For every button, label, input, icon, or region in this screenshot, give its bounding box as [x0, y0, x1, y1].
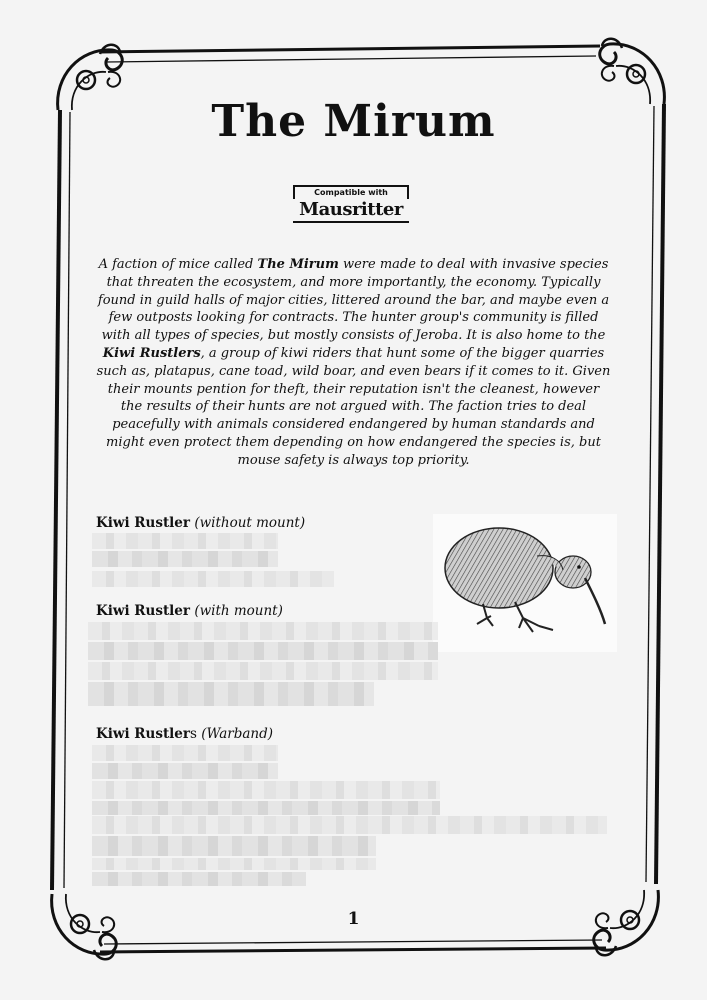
section-name: Kiwi Rustler: [96, 515, 191, 531]
redacted-block: [88, 662, 438, 680]
redacted-block: [92, 551, 278, 567]
redacted-block: [92, 836, 376, 856]
intro-text-1: A faction of mice called: [98, 257, 258, 272]
redacted-block: [92, 801, 440, 815]
logo-compatible-text: Compatible with: [314, 188, 388, 197]
intro-paragraph: [96, 256, 611, 470]
section-note: (Warband): [201, 726, 274, 742]
kiwi-illustration: [433, 514, 617, 652]
page-number: 1: [347, 909, 360, 929]
redacted-block: [92, 533, 278, 549]
redacted-block: [88, 682, 374, 706]
section-heading-without-mount: [96, 515, 305, 531]
redacted-block: [92, 858, 376, 870]
section-suffix: s: [190, 726, 197, 742]
logo-brand: Mausritter: [289, 199, 413, 221]
redacted-block: [92, 872, 306, 886]
section-note: (without mount): [194, 515, 306, 531]
page-title: The Mirum: [211, 96, 496, 147]
redacted-block: [92, 781, 440, 799]
intro-text-2: were made to deal with invasive species that threaten the ecosystem, and more importantly, the economy. Typically found in guild halls of major cities, littered around the bar, and maybe even a few outposts looking for contracts. The hunter group's community is filled with all types of species, but mostly consists of Jeroba. It is also home to the: [97, 257, 610, 344]
intro-group-name: Kiwi Rustlers: [102, 345, 201, 361]
redacted-block: [92, 816, 607, 834]
section-name: Kiwi Rustler: [96, 726, 191, 742]
mausritter-logo: [293, 185, 409, 225]
section-heading-warband: [96, 726, 273, 742]
intro-faction-name: The Mirum: [257, 257, 339, 272]
section-heading-with-mount: [96, 603, 283, 619]
kiwi-illustration-frame: [433, 514, 617, 652]
intro-text-3: , a group of kiwi riders that hunt some of the bigger quarries such as, platapus, cane toad, wild boar, and even bears if it comes to it. Given their mounts pention for theft, their reputation isn't the cleanest, however the results of their hunts are not argued with. The faction tries to deal peacefully with animals considered endangered by human standards and might even protect them depending on how endangered the species is, but mouse safety is always top priority.: [96, 345, 611, 468]
redacted-block: [88, 622, 438, 640]
redacted-block: [88, 642, 438, 660]
redacted-block: [92, 571, 334, 587]
redacted-block: [92, 763, 278, 779]
redacted-block: [92, 745, 278, 761]
section-note: (with mount): [194, 603, 283, 619]
section-name: Kiwi Rustler: [96, 603, 191, 619]
